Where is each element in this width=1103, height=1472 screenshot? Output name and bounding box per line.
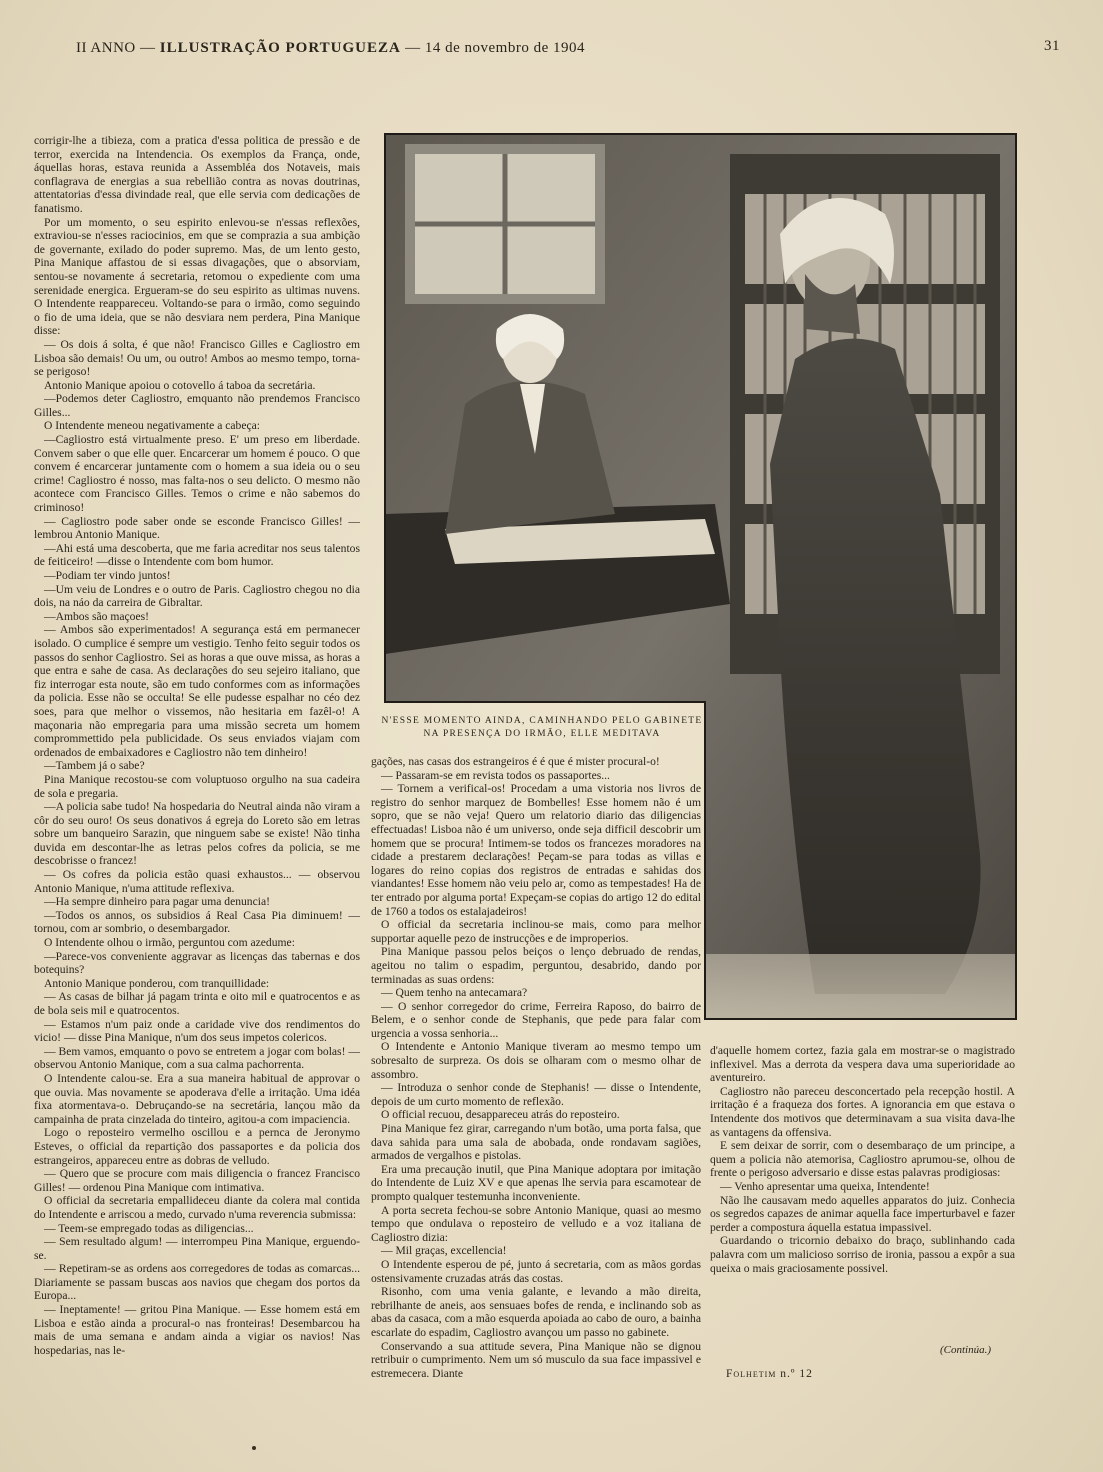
paragraph: O Intendente esperou de pé, junto á secretaria, com as mãos gordas ostensivamente cruzadas atrás das costas. <box>371 1257 701 1285</box>
paragraph: — Tornem a verifical-os! Procedam a uma vistoria nos livros de registro do senhor marquez de Bombelles! Esse homem não é um sopro, que se não veja! Quero um relatorio diario das diligencias effectuadas! Lisboa não é um universo, onde seja difficil descobrir um homem que se procura! Intimem-se todos os francezes moradores na cidade a prestarem declarações! Peçam-se para todas as villas e logares do reino copias dos registros de entradas e sahidas dos viandantes! Esse homem não veiu pelo ar, como as tempestades! Ha de ter entrado por alguma porta! Expeçam-se copias do artigo 12 do edital de 1760 a todos os estalajadeiros! <box>371 782 701 918</box>
text-column-1 <box>34 134 360 1357</box>
paragraph: — Introduza o senhor conde de Stephanis! — disse o Intendente, depois de um curto momento de reflexão. <box>371 1081 701 1108</box>
paragraph: —Parece-vos conveniente aggravar as licenças das tabernas e dos botequins? <box>34 949 360 977</box>
paragraph: — Estamos n'um paiz onde a caridade vive dos rendimentos do vicio! — disse Pina Manique, n'um dos seus impetos colericos. <box>34 1017 360 1045</box>
paper-speck <box>252 1446 256 1450</box>
text-column-3 <box>710 1044 1015 1374</box>
paragraph: O official da secretaria empallideceu diante da colera mal contida do Intendente e arriscou a medo, curvado n'uma reverencia submissa: <box>34 1194 360 1221</box>
paragraph: Por um momento, o seu espirito enlevou-se n'essas reflexões, extraviou-se n'esses raciocinios, em que se comprazia a sua ambição de governante, exilado do poder supremo. Mas, de um lento gesto, Pina Manique affastou de si essas divagações, que o absorviam, sentou-se novamente á secretaria, retomou o expediente com uma serenidade energica. Ergueram-se do seu espirito as ultimas nuvens. O Intendente reappareceu. Voltando-se para o irmão, como seguindo o fio de uma ideia, que se não desviara nem perdera, Pina Manique disse: <box>34 215 360 338</box>
paragraph: — Os cofres da policia estão quasi exhaustos... — observou Antonio Manique, n'uma attitude reflexiva. <box>34 868 360 895</box>
paragraph: Antonio Manique apoiou o cotovello á taboa da secretária. <box>44 378 316 392</box>
paragraph: — Bem vamos, emquanto o povo se entretem a jogar com bolas! — observou Antonio Manique, com a sua calma pachorrenta. <box>34 1044 360 1072</box>
paragraph: —Ambos são maçoes! <box>44 609 149 623</box>
text-column-2 <box>371 755 701 1380</box>
paragraph: E sem deixar de sorrir, com o desembaraço de um principe, a quem a policia não atemorisa, Cagliostro aprumou-se, olhou de frente o perigoso adversario e disse estas palavras prodigiosas: <box>710 1139 1015 1180</box>
paragraph: — Teem-se empregado todas as diligencias... <box>44 1221 254 1235</box>
paragraph: d'aquelle homem cortez, fazia gala em mostrar-se o magistrado inflexivel. Mas a derrota da vespera dava uma superioridade ao aventureiro. <box>710 1044 1015 1085</box>
paragraph: gações, nas casas dos estrangeiros é é que é mister procural-o! <box>371 755 660 768</box>
paragraph: —Ahi está uma descoberta, que me faria acreditar nos seus talentos de feiticeiro! —disse o Intendente com bom humor. <box>34 541 360 569</box>
paragraph: —Podemos deter Cagliostro, emquanto não prendemos Francisco Gilles... <box>34 392 360 419</box>
paragraph: — Mil graças, excellencia! <box>381 1244 507 1258</box>
paragraph: —Tambem já o sabe? <box>44 759 145 773</box>
paragraph: Cagliostro não pareceu desconcertado pela recepção hostil. A irritação é a fraqueza dos fortes. A ignorancia em que estava o Intendente dos motivos que determinavam a sua visita dava-lhe as vantagens da offensiva. <box>710 1084 1015 1139</box>
paragraph: — Passaram-se em revista todos os passaportes... <box>381 768 610 782</box>
header-title: ILLUSTRAÇÃO PORTUGUEZA <box>159 40 401 56</box>
paragraph: O Intendente meneou negativamente a cabeça: <box>44 419 260 433</box>
paragraph: —Podiam ter vindo juntos! <box>44 569 171 582</box>
paragraph: O official da secretaria inclinou-se mais, como para melhor supportar aquelle pezo de instrucções e de improperios. <box>371 918 701 945</box>
page-number: 31 <box>1044 38 1060 54</box>
illustration-caption <box>374 715 710 741</box>
paragraph: — Venho apresentar uma queixa, Intendente! <box>720 1179 930 1193</box>
continua-note: (Continúa.) <box>940 1344 992 1356</box>
paragraph: Pina Manique recostou-se com voluptuoso orgulho na sua cadeira de sola e pregaria. <box>34 772 360 800</box>
paragraph: Conservando a sua attitude severa, Pina Manique não se dignou retribuir o cumprimento. Nem um só musculo da sua face impassivel e estremecera. Diante <box>371 1339 701 1380</box>
paragraph: Era uma precaução inutil, que Pina Manique adoptara por imitação do Intendente de Luiz XV e que apenas lhe servia para escamotear de prompto qualquer testemunha inconveniente. <box>371 1162 701 1203</box>
paragraph: —Cagliostro está virtualmente preso. E' um preso em liberdade. Convem saber o que elle quer. Encarcerar um homem é pouco. O que convem é encarcerar juntamente com o homem a sua ideia ou o seu crime! Cagliostro é nosso, mas falta-nos o seu delicto. O mesmo não acontece com Francisco Gilles. Temos o crime e não sabemos do criminoso! <box>34 433 360 515</box>
paragraph: O Intendente calou-se. Era a sua maneira habitual de approvar o que ouvia. Mas novamente se apoderava d'elle a irritação. Uma idéa fixa atormentava-o. Debruçando-se na secretária, lançou mão da campainha de prata cinzelada do tinteiro, agitou-a com impaciencia. <box>34 1071 360 1126</box>
folhetim-number: n.º 12 <box>780 1368 813 1380</box>
paragraph: A porta secreta fechou-se sobre Antonio Manique, quasi ao mesmo tempo que ondulava o reposteiro de velludo e a voz italiana de Cagliostro dizia: <box>371 1203 701 1244</box>
paragraph: —Um veiu de Londres e o outro de Paris. Cagliostro chegou no dia dois, na náo da carreira de Gibraltar. <box>34 582 360 610</box>
paragraph: Logo o reposteiro vermelho oscillou e a pernca de Jeronymo Esteves, o official da repartição dos passaportes e da policia dos estrangeiros, appareceu entre as dobras de velludo. <box>34 1126 360 1167</box>
caption-line-1: N'ESSE MOMENTO AINDA, CAMINHANDO PELO GABINETE <box>381 716 703 726</box>
paragraph: Pina Manique fez girar, carregando n'um botão, uma porta falsa, que dava sahida para uma sala de abobada, onde rondavam sagiões, armados de vergalhos e pistolas. <box>371 1122 701 1163</box>
header-year: II ANNO — <box>76 40 156 56</box>
paragraph: — Quem tenho na antecamara? <box>381 986 528 1000</box>
folhetim-label <box>726 1368 813 1380</box>
paragraph: Risonho, com uma venia galante, e levando a mão direita, rebrilhante de aneis, aos sensuaes bofes de renda, e inclinando sob as abas da casaca, com a mão esquerda apoiada ao cabo de ouro, a bainha escarlate do espadim, Cagliostro avançou um passo no gabinete. <box>371 1285 701 1339</box>
paragraph: Guardando o tricornio debaixo do braço, sublinhando cada palavra com um malicioso sorriso de ironia, passou a expôr a sua queixa o mais graciosamente possivel. <box>710 1234 1015 1275</box>
paragraph: — Os dois á solta, é que não! Francisco Gilles e Cagliostro em Lisboa são demais! Ou um, ou outro! Ambos ao mesmo tempo, torna-se perigoso! <box>34 337 360 379</box>
caption-line-2: NA PRESENÇA DO IRMÃO, ELLE MEDITAVA <box>423 729 661 739</box>
paragraph: — Ineptamente! — gritou Pina Manique. — Esse homem está em Lisboa e estão ainda a procural-o nas fronteiras! Desembarcou ha mais de uma semana e andam ainda a vigiar os navios! Nas hospedarias, nas le- <box>34 1303 360 1357</box>
paragraph: Pina Manique passou pelos beiços o lenço debruado de rendas, ageitou no talim o espadim, perguntou, desabrido, dando por terminadas as suas ordens: <box>371 945 701 986</box>
paragraph: —A policia sabe tudo! Na hospedaria do Neutral ainda não viram a côr do seu ouro! Os seus donativos á egreja do Loreto são em letras sobre um banqueiro Sarazin, que ninguem sabe se existe! Não tinha duvida em descontar-lhe as letras pelos cofres da policia, se me descobrisse o francez! <box>34 800 360 868</box>
paragraph: O official recuou, desappareceu atrás do reposteiro. <box>381 1108 620 1122</box>
paragraph: — As casas de bilhar já pagam trinta e oito mil e quatrocentos e as de bola seis mil e quatrocentos. <box>34 990 360 1017</box>
paragraph: — Sem resultado algum! — interrompeu Pina Manique, erguendo-se. <box>34 1235 360 1262</box>
paragraph: Antonio Manique ponderou, com tranquillidade: <box>44 976 270 990</box>
paragraph: Não lhe causavam medo aquelles apparatos do juiz. Conhecia os segredos capazes de animar aquella face imperturbavel e fazer perder a compostura áquella estatua impassivel. <box>710 1193 1015 1234</box>
paragraph: — Repetiram-se as ordens aos corregedores de todas as comarcas... Diariamente se passam buscas aos navios que chegam dos portos da Europa... <box>34 1262 360 1303</box>
paragraph: — Quero que se procure com mais diligencia o francez Francisco Gilles! — ordenou Pina Manique com intimativa. <box>34 1167 360 1194</box>
folhetim-word: Folhetim <box>726 1368 777 1380</box>
paragraph: —Ha sempre dinheiro para pagar uma denuncia! <box>44 895 270 909</box>
header-masthead <box>76 40 585 57</box>
paragraph: — O senhor corregedor do crime, Ferreira Raposo, do bairro de Belem, e o senhor conde de Stephanis, que pede para falar com urgencia a vossa senhoria... <box>371 999 701 1040</box>
paragraph: — Ambos são experimentados! A segurança está em permanecer isolado. O cumplice é sempre um vestigio. Tenho feito seguir todos os passos do senhor Cagliostro. Sei as horas a que ouve missa, as horas a que entra e sahe de casa. As declarações do seu sejeiro italiano, que fiz interrogar esta noute, são em tudo conformes com as informações da policia. Esse não se occulta! Se elle pudesse espalhar no céo dez soes, para que melhor o vissemos, não hesitaria em fazêl-o! A maçonaria não empregaria para uma missão secreta um homem comprommettido pela publicidade. Os seus enviados viajam com ordenados de embaixadores e Cagliostro não tem dinheiro! <box>34 623 360 759</box>
paragraph: —Todos os annos, os subsidios á Real Casa Pia diminuem! —tornou, com ar sombrio, o desembargador. <box>34 908 360 936</box>
paragraph: corrigir-lhe a tibieza, com a pratica d'essa politica de pressão e de terror, exercida na Intendencia. Os exemplos da França, onde, áquellas horas, estava reunida a Assembléa dos Notaveis, mais conflagrava de energias a sua rebellião contra as novas doutrinas, attentatorias d'essa divindade real, que elle servia com dedicações de fanatismo. <box>34 134 360 215</box>
paragraph: O Intendente olhou o irmão, perguntou com azedume: <box>44 936 295 950</box>
page-header <box>70 38 1060 60</box>
header-date: — 14 de novembro de 1904 <box>405 40 585 56</box>
paragraph: O Intendente e Antonio Manique tiveram ao mesmo tempo um sobresalto de surpreza. Os dois se olharam com o mesmo olhar de assombro. <box>371 1040 701 1081</box>
paragraph: — Cagliostro pode saber onde se esconde Francisco Gilles! —lembrou Antonio Manique. <box>34 514 360 542</box>
